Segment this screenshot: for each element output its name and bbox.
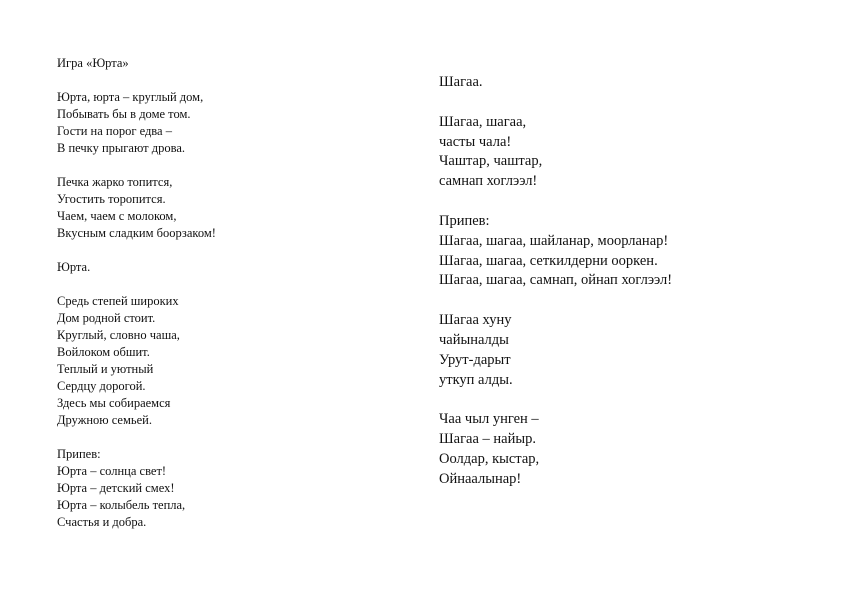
yurt-stanza-1 xyxy=(57,89,397,157)
verse-line: Средь степей широких xyxy=(57,294,179,308)
verse-line: Шагаа хуну xyxy=(439,312,512,329)
yurt-stanza-3 xyxy=(57,293,397,429)
yurt-stanza-2 xyxy=(57,174,397,242)
verse-line: Юрта – колыбель тепла, xyxy=(57,498,186,512)
verse-line: Круглый, словно чаша, xyxy=(57,328,180,342)
verse-line: Чаштар, чаштар, xyxy=(439,153,543,170)
right-column xyxy=(439,73,829,490)
yurt-song-heading-block xyxy=(57,259,397,276)
verse-line: Гости на порог едва – xyxy=(57,124,172,138)
verse-line: Шагаа – найыр. xyxy=(439,431,536,448)
left-column xyxy=(57,55,397,531)
shagaa-title: Шагаа. xyxy=(439,74,483,90)
yurt-chorus xyxy=(57,446,397,531)
verse-line: Шагаа, шагаа, шайланар, моорланар! xyxy=(439,232,669,249)
verse-line: самнап хоглээл! xyxy=(439,173,538,190)
verse-line: Побывать бы в доме том. xyxy=(57,107,191,121)
verse-line: Шагаа, шагаа, xyxy=(439,113,527,130)
verse-line: Теплый и уютный xyxy=(57,362,154,376)
verse-line: уткуп алды. xyxy=(439,371,513,388)
verse-line: Угостить торопится. xyxy=(57,192,166,206)
shagaa-stanza-3 xyxy=(439,311,829,390)
shagaa-stanza-1 xyxy=(439,113,829,192)
verse-line: Вкусным сладким боорзаком! xyxy=(57,226,216,240)
yurt-game-title-block xyxy=(57,55,397,72)
verse-line: Чаем, чаем с молоком, xyxy=(57,209,177,223)
verse-line: Дом родной стоит. xyxy=(57,311,156,325)
yurt-song-heading: Юрта. xyxy=(57,260,91,274)
verse-line: Сердцу дорогой. xyxy=(57,379,146,393)
verse-line: Припев: xyxy=(57,447,101,461)
verse-line: чайыналды xyxy=(439,331,509,348)
verse-line: Здесь мы собираемся xyxy=(57,396,171,410)
verse-line: Припев: xyxy=(439,212,490,229)
verse-line: Юрта, юрта – круглый дом, xyxy=(57,90,204,104)
verse-line: Юрта – детский смех! xyxy=(57,481,175,495)
verse-line: часты чала! xyxy=(439,133,512,150)
yurt-game-title: Игра «Юрта» xyxy=(57,56,129,70)
verse-line: Шагаа, шагаа, самнап, ойнап хоглээл! xyxy=(439,272,673,289)
verse-line: В печку прыгают дрова. xyxy=(57,141,185,155)
shagaa-title-block xyxy=(439,73,829,93)
verse-line: Шагаа, шагаа, сеткилдерни ооркен. xyxy=(439,252,658,269)
verse-line: Юрта – солнца свет! xyxy=(57,464,167,478)
verse-line: Урут-дарыт xyxy=(439,351,511,368)
verse-line: Счастья и добра. xyxy=(57,515,147,529)
shagaa-stanza-4 xyxy=(439,410,829,489)
verse-line: Оолдар, кыстар, xyxy=(439,450,540,467)
verse-line: Чаа чыл унген – xyxy=(439,411,539,428)
shagaa-chorus xyxy=(439,212,829,291)
verse-line: Дружною семьей. xyxy=(57,413,152,427)
verse-line: Войлоком обшит. xyxy=(57,345,150,359)
verse-line: Печка жарко топится, xyxy=(57,175,173,189)
verse-line: Ойнаалынар! xyxy=(439,470,522,487)
